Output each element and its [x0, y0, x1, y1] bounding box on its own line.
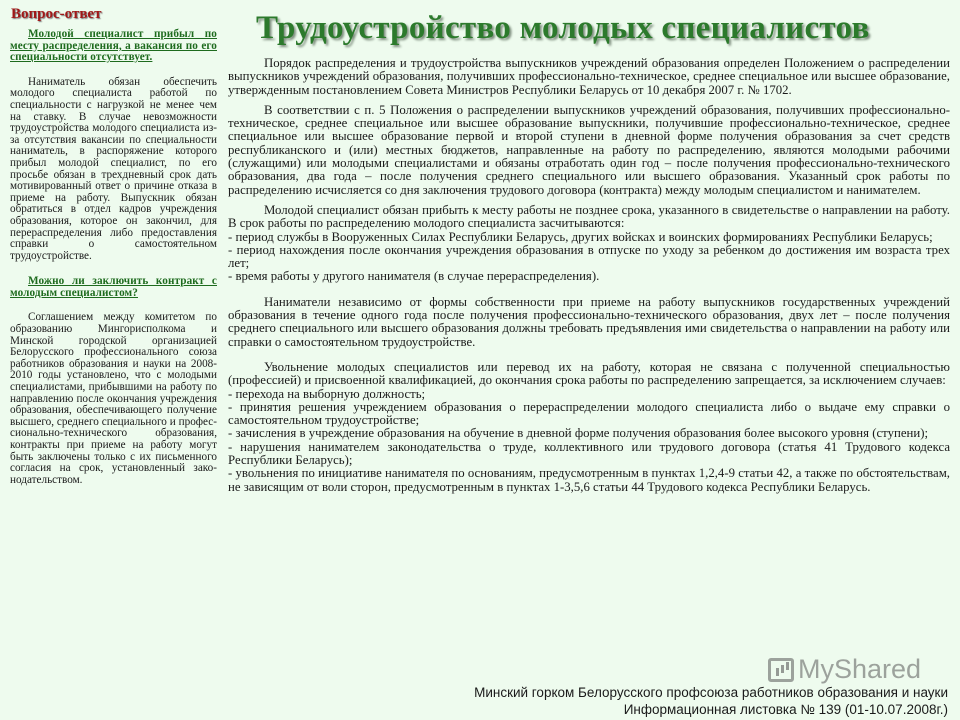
- question-heading: Молодой специалист прибыл по месту распределения, а вакансия по его специальности отсутствует.: [10, 28, 217, 64]
- answer-text: Соглашением между комитетом по образованию Мингорисполкома и Минской городской организацией Белорусского профессионального союза работников образования и науки на 2008-2010 годы установлено, что с молодыми специалистами, прибывшими на работу по направлению после окончания учреждения образования, обеспечивающего получение высшего, среднего специального и профессионально-технического образования, контракты при приеме на работу могут быть заключены только с их письменного согласия на срок, установленный законодательством.: [10, 311, 217, 486]
- footer-publisher: Минский горком Белорусского профсоюза работников образования и науки: [474, 685, 948, 700]
- paragraph: Порядок распределения и трудоустройства выпускников учреждений образования определен Положением о распределении выпускников учреждений образования, получивших профессионально-техническое, среднее специальное или высшее образование, утвержденным постановлением Совета Министров Республики Беларусь от 10 декабря 2007 г. № 1702.: [228, 56, 950, 97]
- paragraph: Увольнение молодых специалистов или перевод их на работу, которая не связана с полученной специальностью (профессией) и присвоенной квалификацией, до окончания срока работы по распределению запрещается, за исключением случаев:: [228, 359, 950, 388]
- list-item: - перехода на выборную должность;: [228, 386, 426, 401]
- paragraph: Наниматели независимо от формы собственности при приеме на работу выпускников государственных учреждений образования в течение одного года после получения профессионально-технического образования, двух лет – после получения среднего специального или высшего образования должны требовать предъявления ими свидетельства о направлении на работу или справки о самостоятельном трудоустройстве.: [228, 294, 950, 349]
- list-item: - время работы у другого нанимателя (в случае перераспределения).: [228, 269, 600, 284]
- paragraph: Молодой специалист обязан прибыть к месту работы не позднее срока, указанного в свидетельстве о направлении на работу. В срок работы по распределению молодого специалиста засчитываются:: [228, 202, 950, 231]
- list-item: - зачисления в учреждение образования на обучение в дневной форме получения образования более высокого уровня (ступени);: [228, 426, 929, 441]
- list-item: - принятия решения учреждением образования о перераспределении молодого специалиста либо о выдаче ему справки о самостоятельном трудоустройстве;: [228, 399, 950, 428]
- list-item: - период нахождения после окончания учреждения образования в отпуске по уходу за ребенком до достижения им возраста трех лет;: [228, 242, 950, 271]
- main-article: [228, 57, 950, 494]
- answer-text: Наниматель обязан обеспечить молодого специалиста работой по специальности с нагрузкой не менее чем на ставку. В случае невозможности трудоустройства молодого специалиста из-за отсутствия вакансии по специальности наниматель, в распоряжение которого прибыл молодой специалист, по его просьбе обязан в трехдневный срок дать мотивированный ответ о причине отказа в приеме на работу. Выпускник обязан обратиться в отдел кадров учреждения образования, которое он закончил, для перераспределения либо предоставления справки о самостоятельном трудоустройстве.: [10, 75, 217, 262]
- page-title: Трудоустройство молодых специалистов: [256, 10, 870, 46]
- question-heading: Можно ли заключить контракт с молодым специалистом?: [10, 275, 217, 299]
- footer: [474, 684, 948, 718]
- qa-sidebar: [10, 6, 217, 500]
- paragraph: В соответствии с п. 5 Положения о распределении выпускников учреждений образования, получивших профессионально-техническое, среднее специальное или высшее образование выпускники, получившие профессионально-техническое, среднее специальное или высшее образование первой и второй ступени в дневной форме получения образования за счет средств республиканского и (или) местных бюджетов, направленные на работу по распределению, являются молодыми рабочими (служащими) или молодыми специалистами и обязаны отработать один год – после получения профессионально-технического образования, два года – после получения среднего специального или высшего образования. Указанный срок работы по распределению исчисляется со дня заключения трудового договора (контракта) между молодым специалистом и нанимателем.: [228, 102, 950, 197]
- watermark: [768, 654, 921, 685]
- qa-title: Вопрос-ответ: [11, 6, 102, 22]
- presentation-chart-icon: [768, 658, 794, 682]
- list-item: - период службы в Вооруженных Силах Республики Беларусь, других войсках и воинских формированиях Республики Беларусь;: [228, 229, 933, 244]
- list-item: - увольнения по инициативе нанимателя по основаниям, предусмотренным в пунктах 1,2,4-9 статьи 42, а также по обстоятельствам, не зависящим от воли сторон, предусмотренным в пунктах 1-3,5,6 статьи 44 Трудового кодекса Республики Беларусь.: [228, 466, 950, 494]
- watermark-text: MyShared: [798, 654, 922, 684]
- footer-issue: Информационная листовка № 139 (01-10.07.2008г.): [623, 702, 948, 717]
- list-item: - нарушения нанимателем законодательства о труде, коллективного или трудового договора (статья 41 Трудового кодекса Республики Беларусь);: [228, 439, 950, 468]
